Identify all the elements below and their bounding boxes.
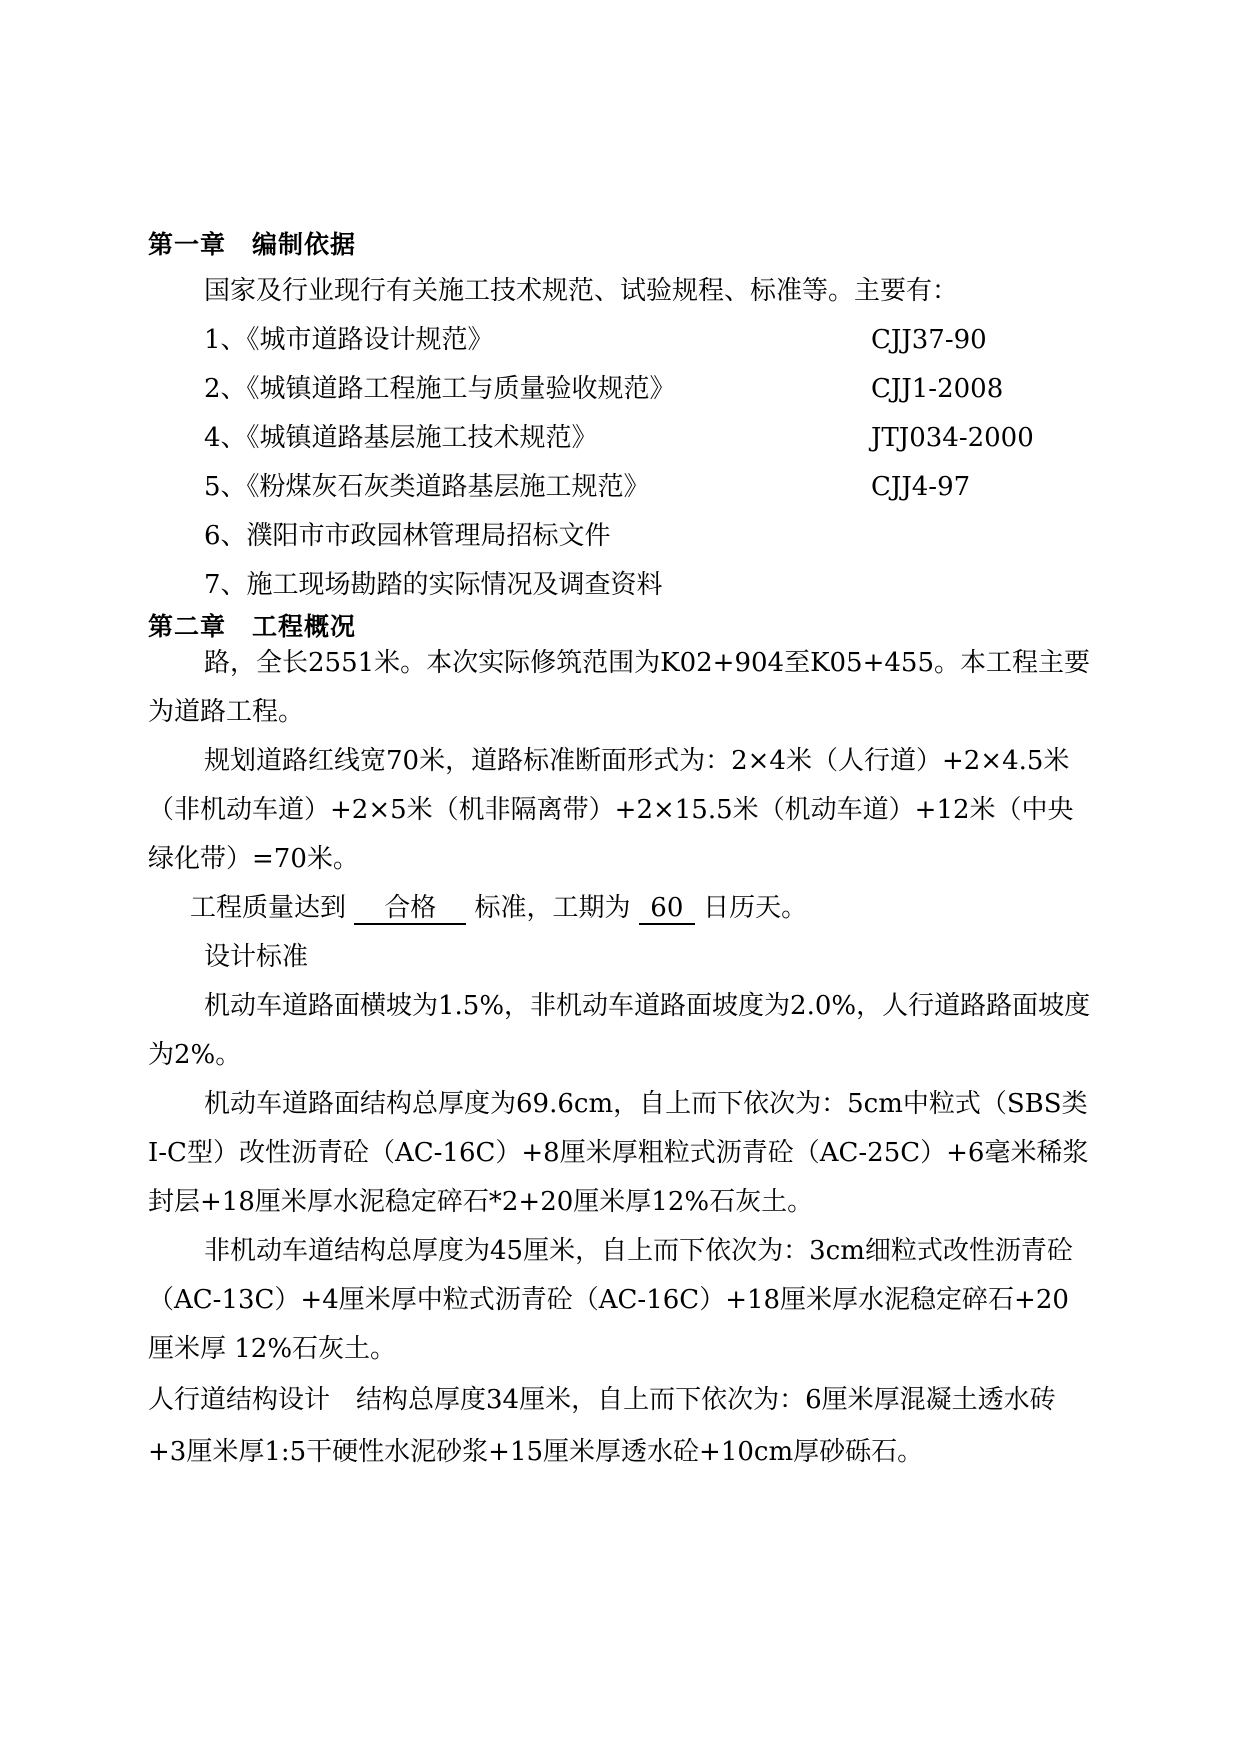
reference-title: 5、《粉煤灰石灰类道路基层施工规范》 — [204, 472, 650, 502]
cross-section-paragraph: 规划道路红线宽70米，道路标准断面形式为：2×4米（人行道）+2×4.5米（非机动车道）+2×5米（机非隔离带）+2×15.5米（机动车道）+12米（中央绿化带）=70米。 — [148, 746, 1074, 874]
reference-code: CJJ1-2008 — [871, 374, 1004, 404]
sidewalk-structure-paragraph: 人行道结构设计 结构总厚度34厘米，自上而下依次为：6厘米厚混凝土透水砖+3厘米厚1:5干硬性水泥砂浆+15厘米厚透水砼+10cm厚砂砾石。 — [148, 1385, 1056, 1467]
chapter-1-heading: 第一章 编制依据 — [148, 230, 357, 259]
reference-code: JTJ034-2000 — [871, 423, 1034, 453]
project-length-paragraph: 路，全长2551米。本次实际修筑范围为K02+904至K05+455。本工程主要为道路工程。 — [148, 648, 1091, 727]
reference-code: CJJ4-97 — [871, 472, 971, 502]
quality-suffix: 日历天。 — [703, 893, 808, 923]
motorway-structure-paragraph: 机动车道路面结构总厚度为69.6cm，自上而下依次为：5cm中粒式（SBS类Ⅰ-C型）改性沥青砼（AC-16C）+8厘米厚粗粒式沥青砼（AC-25C）+6毫米稀浆封层+18厘米厚水泥稳定碎石*2+20厘米厚12%石灰土。 — [148, 1089, 1089, 1217]
quality-line — [148, 884, 1092, 933]
reference-item — [148, 561, 1092, 610]
reference-item — [148, 365, 1092, 414]
quality-middle: 标准，工期为 — [474, 893, 631, 923]
reference-item — [148, 463, 1092, 512]
reference-title: 7、施工现场勘踏的实际情况及调查资料 — [204, 570, 663, 600]
quality-prefix: 工程质量达到 — [190, 893, 347, 923]
reference-title: 6、濮阳市市政园林管理局招标文件 — [204, 521, 611, 551]
reference-title: 4、《城镇道路基层施工技术规范》 — [204, 423, 598, 453]
reference-item — [148, 414, 1092, 463]
chapter-2-heading: 第二章 工程概况 — [148, 612, 357, 641]
reference-item — [148, 512, 1092, 561]
design-standard-title: 设计标准 — [204, 942, 309, 972]
reference-title: 2、《城镇道路工程施工与质量验收规范》 — [204, 374, 676, 404]
slope-paragraph: 机动车道路面横坡为1.5%，非机动车道路面坡度为2.0%，人行道路路面坡度为2%。 — [148, 991, 1091, 1070]
quality-grade: 合格 — [354, 893, 466, 925]
duration-days: 60 — [639, 893, 695, 925]
document-body — [148, 228, 1092, 1478]
reference-item — [148, 316, 1092, 365]
non-motorway-structure-paragraph: 非机动车道结构总厚度为45厘米，自上而下依次为：3cm细粒式改性沥青砼（AC-13C）+4厘米厚中粒式沥青砼（AC-16C）+18厘米厚水泥稳定碎石+20厘米厚 12%石灰土。 — [148, 1236, 1073, 1364]
reference-code: CJJ37-90 — [871, 325, 987, 355]
chapter-1-intro: 国家及行业现行有关施工技术规范、试验规程、标准等。主要有： — [204, 276, 959, 306]
reference-title: 1、《城市道路设计规范》 — [204, 325, 494, 355]
